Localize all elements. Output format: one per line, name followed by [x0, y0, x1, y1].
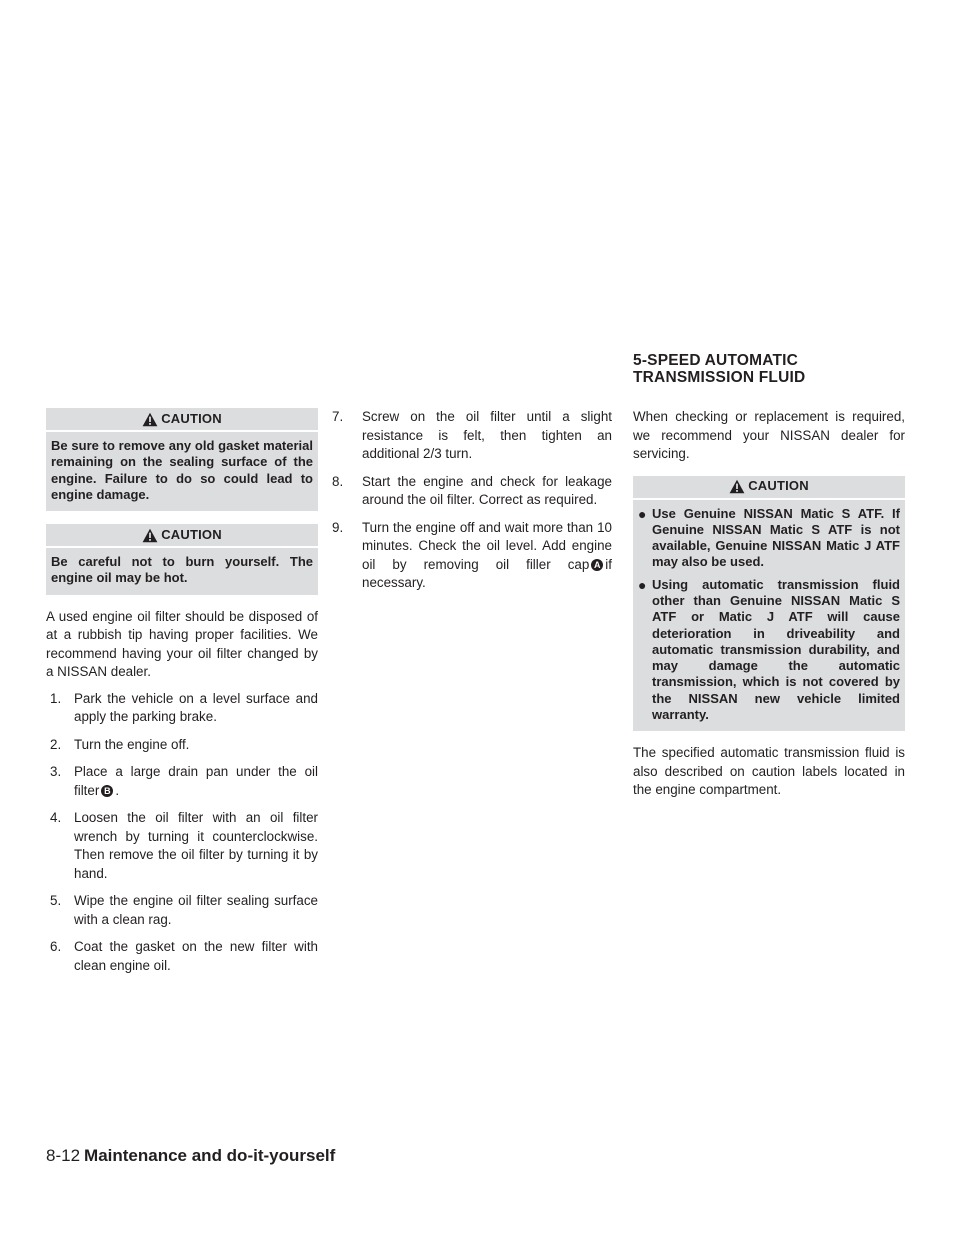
step-text: Coat the gasket on the new filter with clean engine oil.: [74, 939, 318, 973]
bullet-dot-icon: ●: [638, 576, 647, 593]
page-footer: [46, 1146, 335, 1166]
caution-header: [633, 476, 905, 500]
caution-box-hot-oil: [46, 524, 318, 595]
bullet-text: Use Genuine NISSAN Matic S ATF. If Genuine NISSAN Matic S ATF is not available, Genuine NISSAN Matic J ATF may also be used.: [652, 505, 900, 570]
warning-triangle-icon: [142, 528, 158, 543]
step-text: Loosen the oil filter with an oil filter wrench by turning it counterclockwise. Then remove the oil filter by turning it by hand.: [74, 810, 318, 881]
section-heading: [633, 352, 913, 386]
step-text: Wipe the engine oil filter sealing surface with a clean rag.: [74, 893, 318, 927]
section-heading-line2: TRANSMISSION FLUID: [633, 369, 806, 386]
step-text: Place a large drain pan under the oil filter: [74, 764, 318, 798]
step-text: Park the vehicle on a level surface and apply the parking brake.: [74, 690, 318, 725]
step-number: 9.: [332, 519, 344, 535]
caution-header: [46, 408, 318, 432]
step-number: 2.: [50, 736, 62, 752]
step-number: 8.: [332, 473, 344, 489]
caution-text: Be sure to remove any old gasket material remaining on the sealing surface of the engine. Failure to do so could lead to engine damage.: [51, 438, 313, 502]
bullet-dot-icon: ●: [638, 505, 647, 522]
page-number: 8-12: [46, 1146, 81, 1165]
callout-badge: B: [101, 785, 113, 797]
step-number: 7.: [332, 409, 344, 424]
section-heading-line1: 5-SPEED AUTOMATIC: [633, 352, 799, 369]
step-number: 5.: [50, 893, 62, 909]
bullet-text: Using automatic transmission fluid other than Genuine NISSAN Matic S ATF or Matic J ATF will cause deterioration in driveability and automatic transmission durability, and may damage the automatic transmission, which is not covered by the NISSAN new vehicle limited warranty.: [652, 576, 900, 723]
step-item: [332, 519, 612, 593]
caution-title: CAUTION: [161, 410, 222, 426]
step-tail: .: [115, 782, 120, 798]
step-item: [46, 809, 318, 883]
caution-bullet-item: [638, 506, 900, 571]
column-left: [46, 408, 318, 984]
column-middle: [332, 408, 612, 602]
step-item: [46, 938, 318, 975]
step-item: [46, 690, 318, 727]
step-text: Turn the engine off.: [74, 736, 190, 752]
steps-list-part1: [46, 690, 318, 976]
step-text: Screw on the oil filter until a slight resistance is felt, then tighten an additional 2/3 turn.: [362, 409, 612, 461]
caution-bullets: [633, 500, 905, 732]
step-text: Start the engine and check for leakage around the oil filter. Correct as required.: [362, 473, 612, 507]
step-item: [46, 736, 318, 755]
step-item: [332, 408, 612, 464]
caution-bullet-item: [638, 577, 900, 724]
warning-triangle-icon: [142, 412, 158, 427]
caution-header: [46, 524, 318, 548]
step-text: Turn the engine off and wait more than 10 minutes. Check the oil level. Add engine oil by removing oil filler cap: [362, 519, 612, 572]
atf-intro-paragraph: When checking or replacement is required, we recommend your NISSAN dealer for servicing.: [633, 409, 905, 461]
caution-box-gasket: [46, 408, 318, 511]
step-number: 6.: [50, 939, 62, 955]
disposal-paragraph: A used engine oil filter should be disposed of at a rubbish tip having proper facilities. We recommend having your oil filter changed by a NISSAN dealer.: [46, 608, 318, 680]
step-number: 1.: [50, 690, 62, 706]
step-item: [46, 892, 318, 929]
warning-triangle-icon: [729, 479, 745, 494]
caution-title: CAUTION: [161, 526, 222, 542]
step-number: 4.: [50, 810, 62, 826]
steps-list-part2: [332, 408, 612, 593]
step-tail: if necessary.: [362, 556, 612, 590]
caution-text: Be careful not to burn yourself. The engine oil may be hot.: [51, 554, 313, 586]
caution-title: CAUTION: [748, 478, 809, 494]
callout-badge: A: [591, 559, 603, 571]
footer-section-title: Maintenance and do-it-yourself: [84, 1146, 336, 1165]
atf-note-paragraph: The specified automatic transmission fluid is also described on caution labels located in the engine compartment.: [633, 745, 905, 798]
caution-box-atf: [633, 476, 905, 732]
column-right: [633, 408, 905, 808]
step-item: [46, 763, 318, 800]
step-number: 3.: [50, 764, 62, 780]
step-item: [332, 473, 612, 510]
